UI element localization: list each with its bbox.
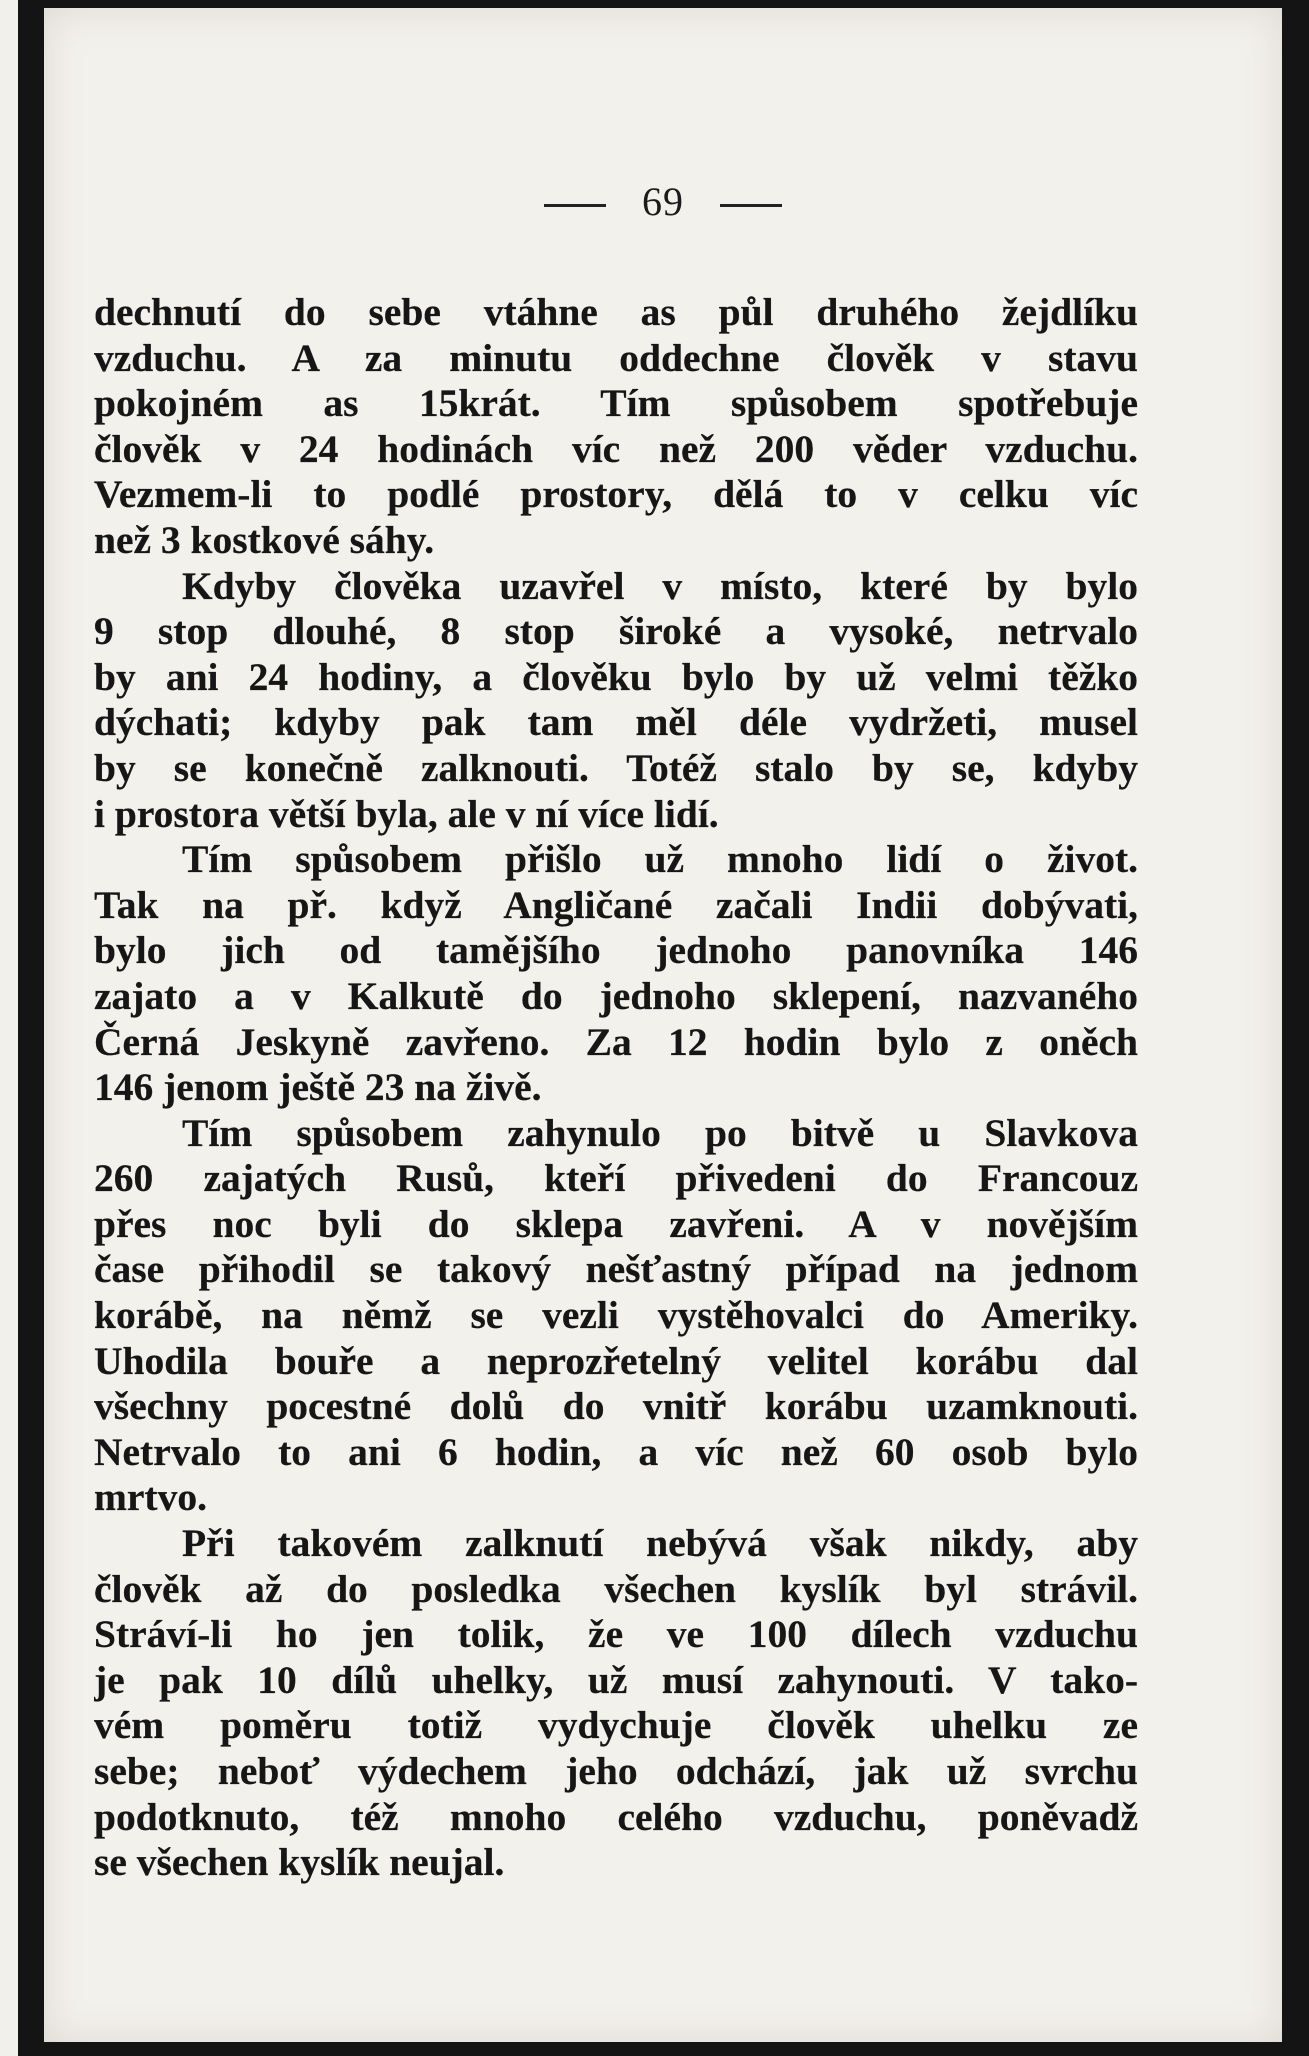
text-line: 9 stop dlouhé, 8 stop široké a vysoké, netrvalo <box>94 609 1138 654</box>
text-line: by ani 24 hodiny, a člověku bylo by už velmi těžko <box>94 654 1138 699</box>
text-line: 260 zajatých Rusů, kteří přivedeni do Francouz <box>94 1156 1138 1201</box>
text-line: člověk v 24 hodinách víc než 200 věder vzduchu. <box>94 426 1138 471</box>
text-line: Kdyby člověka uzavřel v místo, které by bylo <box>182 563 1138 608</box>
text-line: pokojném as 15krát. Tím spůsobem spotřebuje <box>94 381 1138 426</box>
text-line: korábě, na němž se vezli vystěhovalci do Ameriky. <box>94 1293 1138 1338</box>
text-line: čase přihodil se takový nešťastný případ na jednom <box>94 1247 1138 1292</box>
text-line: dýchati; kdyby pak tam měl déle vydržeti, musel <box>94 700 1138 745</box>
text-line: Tím spůsobem zahynulo po bitvě u Slavkova <box>182 1110 1138 1155</box>
text-line: je pak 10 dílů uhelky, už musí zahynouti. V tako- <box>94 1657 1138 1702</box>
header-dash-left <box>544 204 606 207</box>
text-line: vzduchu. A za minutu oddechne člověk v stavu <box>94 335 1138 380</box>
text-line: přes noc byli do sklepa zavřeni. A v novějším <box>94 1201 1138 1246</box>
book-page <box>44 8 1282 2042</box>
body-text <box>94 290 1138 1886</box>
text-line: Uhodila bouře a neprozřetelný velitel korábu dal <box>94 1338 1138 1383</box>
text-line: 146 jenom ještě 23 na živě. <box>94 1065 542 1110</box>
text-line: zajato a v Kalkutě do jednoho sklepení, nazvaného <box>94 973 1138 1018</box>
page-edge-strip <box>0 0 18 2056</box>
text-line: i prostora větší byla, ale v ní více lidí. <box>94 791 719 836</box>
text-line: Stráví-li ho jen tolik, že ve 100 dílech vzduchu <box>94 1612 1138 1657</box>
header-dash-right <box>720 204 782 207</box>
page-number: 69 <box>642 179 684 224</box>
text-line: člověk až do posledka všechen kyslík byl strávil. <box>94 1566 1138 1611</box>
text-line: všechny pocestné dolů do vnitř korábu uzamknouti. <box>94 1384 1138 1429</box>
text-line: sebe; neboť výdechem jeho odchází, jak už svrchu <box>94 1749 1138 1793</box>
text-line: Netrvalo to ani 6 hodin, a víc než 60 osob bylo <box>94 1429 1138 1474</box>
page-header <box>44 178 1282 225</box>
text-line: bylo jich od tamějšího jednoho panovníka 146 <box>94 928 1138 973</box>
text-line: dechnutí do sebe vtáhne as půl druhého žejdlíku <box>94 290 1138 334</box>
text-line: by se konečně zalknouti. Totéž stalo by se, kdyby <box>94 745 1138 790</box>
text-line: než 3 kostkové sáhy. <box>94 517 435 562</box>
text-line: Tím spůsobem přišlo už mnoho lidí o život. <box>182 837 1138 882</box>
text-line: mrtvo. <box>94 1475 207 1520</box>
text-line: vém poměru totiž vydychuje člověk uhelku ze <box>94 1703 1138 1748</box>
text-line: podotknuto, též mnoho celého vzduchu, poněvadž <box>94 1794 1138 1839</box>
text-line: Vezmem-li to podlé prostory, dělá to v celku víc <box>94 472 1138 517</box>
text-line: Tak na př. když Angličané začali Indii dobývati, <box>94 882 1138 927</box>
text-line: Při takovém zalknutí nebývá však nikdy, aby <box>182 1521 1138 1566</box>
text-line: Černá Jeskyně zavřeno. Za 12 hodin bylo z oněch <box>94 1019 1138 1064</box>
text-line: se všechen kyslík neujal. <box>94 1840 505 1885</box>
